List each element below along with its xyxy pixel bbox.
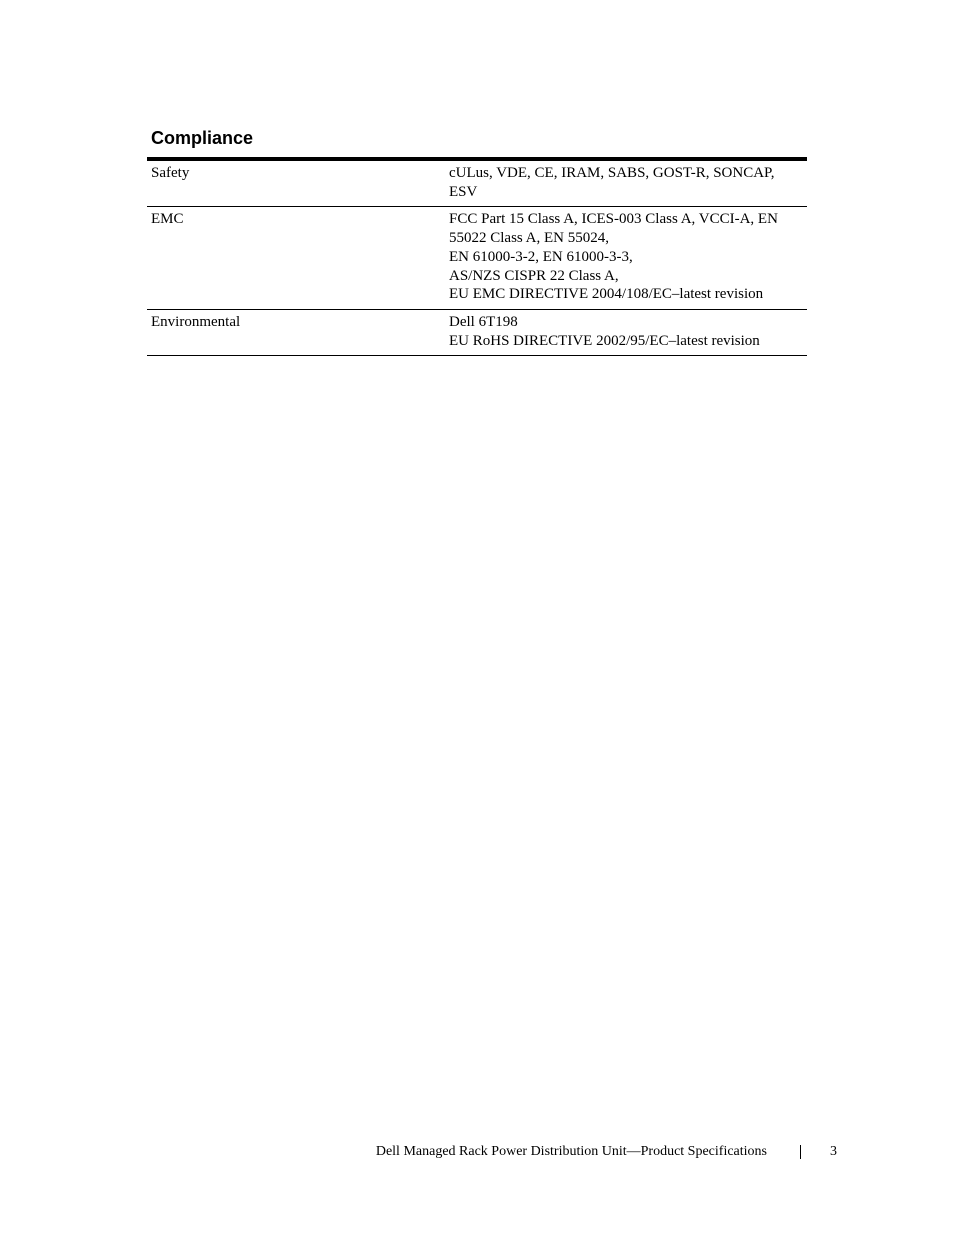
compliance-table bbox=[147, 157, 807, 356]
value-line: EU EMC DIRECTIVE 2004/108/EC–latest revision bbox=[449, 286, 764, 303]
table-row-emc bbox=[147, 207, 807, 310]
footer-title: Dell Managed Rack Power Distribution Unit—Product Specifications bbox=[375, 1144, 767, 1159]
value-line: EN 61000-3-2, EN 61000-3-3, bbox=[449, 248, 633, 265]
value-line: FCC Part 15 Class A, ICES-003 Class A, VCCI-A, EN 55022 Class A, EN 55024, bbox=[449, 211, 778, 247]
table-row-safety bbox=[147, 159, 807, 207]
value-line: AS/NZS CISPR 22 Class A, bbox=[449, 267, 619, 284]
row-value bbox=[442, 159, 807, 207]
footer-divider bbox=[800, 1145, 801, 1159]
section-title: Compliance bbox=[151, 128, 254, 148]
value-line: cULus, VDE, CE, IRAM, SABS, GOST-R, SONCAP, ESV bbox=[449, 165, 775, 200]
row-label: Safety bbox=[147, 159, 442, 207]
table-row-environmental bbox=[147, 309, 807, 355]
value-line: EU RoHS DIRECTIVE 2002/95/EC–latest revision bbox=[449, 332, 760, 349]
value-line: Dell 6T198 bbox=[449, 313, 518, 330]
row-label: Environmental bbox=[147, 309, 442, 355]
row-value bbox=[442, 207, 807, 310]
page-number: 3 bbox=[830, 1144, 837, 1159]
row-label: EMC bbox=[147, 207, 442, 310]
row-value bbox=[442, 309, 807, 355]
page-footer bbox=[0, 1143, 954, 1163]
